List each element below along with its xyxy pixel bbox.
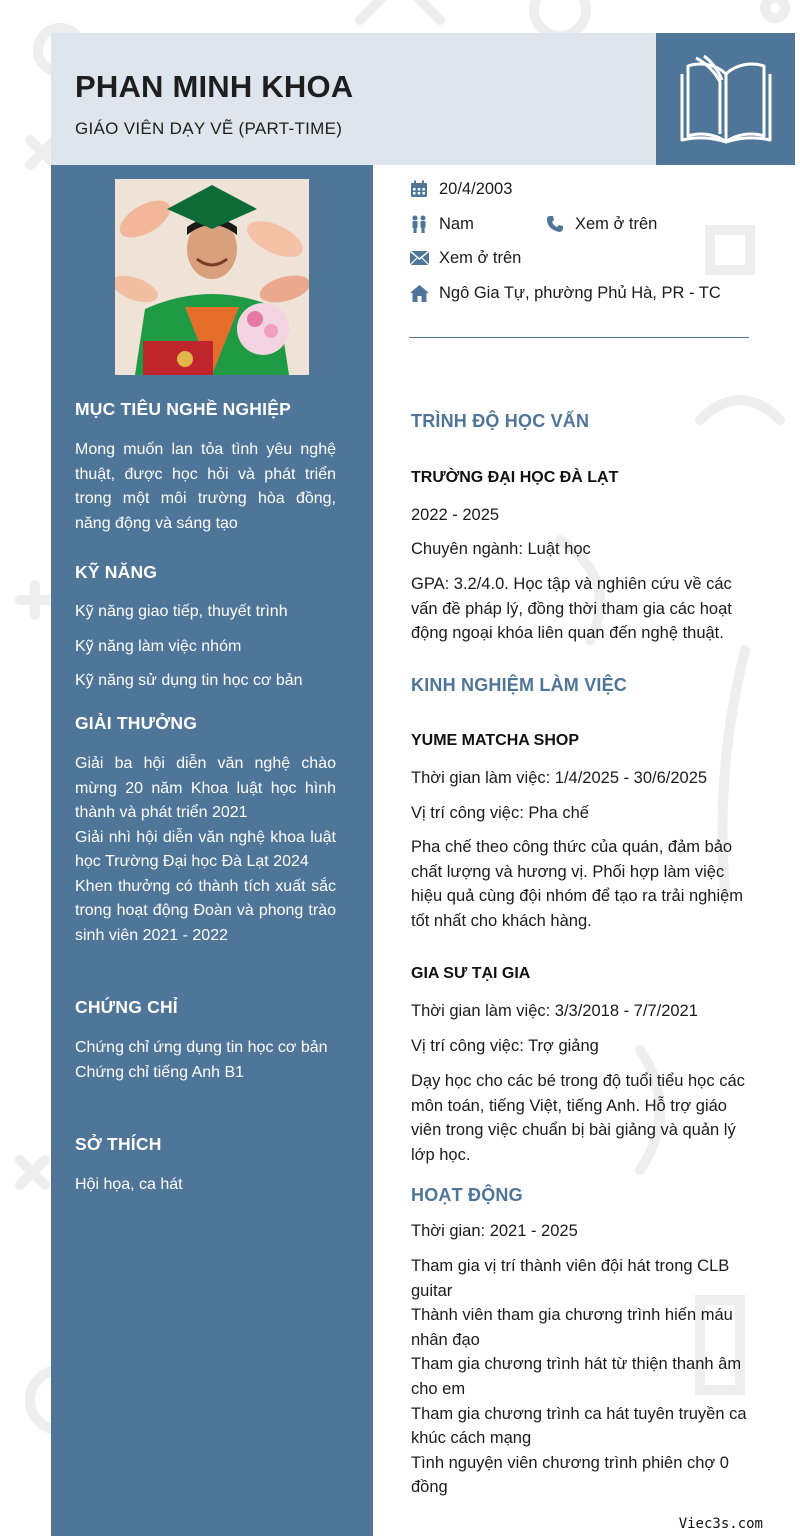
job-company: YUME MATCHA SHOP <box>411 732 579 749</box>
award-item: Khen thưởng có thành tích xuất sắc trong hoạt động Đoàn và phong trào sinh viên 2021 - 2022 <box>75 877 336 944</box>
activity-item: Tham gia chương trình hát từ thiện thanh âm cho em <box>411 1355 742 1398</box>
phone-row <box>545 214 657 234</box>
hobbies-text: Hội họa, ca hát <box>75 1176 183 1193</box>
objective-heading: MỤC TIÊU NGHỀ NGHIỆP <box>75 399 291 419</box>
phone-value: Xem ở trên <box>575 214 658 233</box>
activity-item: Tham gia vị trí thành viên đội hát trong CLB guitar <box>411 1257 730 1300</box>
education-major: Chuyên ngành: Luật học <box>411 540 591 558</box>
job-time: Thời gian làm việc: 3/3/2018 - 7/7/2021 <box>411 1002 698 1020</box>
award-item: Giải ba hội diễn văn nghệ chào mừng 20 năm Khoa luật học hình thành và phát triển 2021 <box>75 755 336 821</box>
main-content <box>373 165 800 1536</box>
hobbies-section <box>75 1134 336 1198</box>
job-company: GIA SƯ TẠI GIA <box>411 965 531 982</box>
job-description: Dạy học cho các bé trong độ tuổi tiểu học các môn toán, tiếng Việt, tiếng Anh. Hỗ trợ giáo viên trong việc chuẩn bị bài giảng và quản lý lớp học. <box>411 1072 745 1164</box>
contact-divider <box>409 337 749 338</box>
activity-item: Tình nguyện viên chương trình phiên chợ 0 đồng <box>411 1453 729 1497</box>
people-icon <box>409 214 429 234</box>
experience-heading: KINH NGHIỆM LÀM VIỆC <box>411 675 628 695</box>
email-row <box>409 248 521 268</box>
activities-heading: HOẠT ĐỘNG <box>411 1185 523 1205</box>
activity-item: Thành viên tham gia chương trình hiến máu nhân đạo <box>411 1306 733 1349</box>
profile-photo <box>115 179 309 375</box>
activities-time: Thời gian: 2021 - 2025 <box>411 1222 578 1240</box>
skill-item: Kỹ năng giao tiếp, thuyết trình <box>75 603 288 620</box>
email-value: Xem ở trên <box>439 248 522 267</box>
job-position: Vị trí công việc: Pha chế <box>411 804 589 822</box>
birthday-row <box>409 179 512 199</box>
phone-icon <box>545 214 565 234</box>
job-position: Vị trí công việc: Trợ giảng <box>411 1037 599 1055</box>
logo-box <box>656 33 795 165</box>
skill-item: Kỹ năng làm việc nhóm <box>75 637 242 655</box>
certificates-section <box>75 997 336 1085</box>
skills-heading: KỸ NĂNG <box>75 562 158 582</box>
certificate-item: Chứng chỉ tiếng Anh B1 <box>75 1063 245 1081</box>
education-heading: TRÌNH ĐỘ HỌC VẤN <box>411 411 590 431</box>
objective-text: Mong muốn lan tỏa tình yêu nghệ thuật, được học hỏi và phát triển trong một môi trường hòa đồng, năng động và sáng tạo <box>75 441 336 532</box>
objective-section <box>75 399 336 536</box>
certificates-heading: CHỨNG CHỈ <box>75 997 178 1017</box>
header <box>51 33 656 165</box>
calendar-icon <box>409 179 429 199</box>
job-title: GIÁO VIÊN DẠY VẼ (PART-TIME) <box>75 119 343 138</box>
address-value: Ngô Gia Tự, phường Phủ Hà, PR - TC <box>439 283 721 302</box>
activity-item: Tham gia chương trình ca hát tuyên truyền ca khúc cách mạng <box>411 1404 747 1448</box>
candidate-name: PHAN MINH KHOA <box>75 69 354 104</box>
sidebar <box>51 165 373 1536</box>
awards-section <box>75 713 336 948</box>
activities-list <box>411 1254 751 1500</box>
school-name: TRƯỜNG ĐẠI HỌC ĐÀ LẠT <box>411 469 619 486</box>
skill-item: Kỹ năng sử dụng tin học cơ bản <box>75 672 303 689</box>
gender-row <box>409 214 474 234</box>
birthday-value: 20/4/2003 <box>439 179 513 198</box>
certificate-item: Chứng chỉ ứng dụng tin học cơ bản <box>75 1039 328 1056</box>
education-period: 2022 - 2025 <box>411 506 500 524</box>
award-item: Giải nhì hội diễn văn nghệ khoa luật học Trường Đại học Đà Lạt 2024 <box>75 828 336 870</box>
home-icon <box>409 283 429 303</box>
hobbies-heading: SỞ THÍCH <box>75 1134 162 1154</box>
gender-value: Nam <box>439 214 474 233</box>
address-row <box>409 283 721 303</box>
open-book-icon <box>678 54 774 144</box>
job-time: Thời gian làm việc: 1/4/2025 - 30/6/2025 <box>411 769 708 787</box>
awards-heading: GIẢI THƯỞNG <box>75 713 198 733</box>
mail-icon <box>409 248 429 268</box>
education-description: GPA: 3.2/4.0. Học tập và nghiên cứu về các vấn đề pháp lý, đồng thời tham gia các hoạt động ngoại khóa liên quan đến nghệ thuật. <box>411 575 732 643</box>
skills-section <box>75 562 336 694</box>
job-description: Pha chế theo công thức của quán, đảm bảo chất lượng và hương vị. Phối hợp làm việc hiệu quả cùng đội nhóm để tạo ra trải nghiệm tốt nhất cho khách hàng. <box>411 838 744 930</box>
watermark: Viec3s.com <box>678 1516 763 1532</box>
